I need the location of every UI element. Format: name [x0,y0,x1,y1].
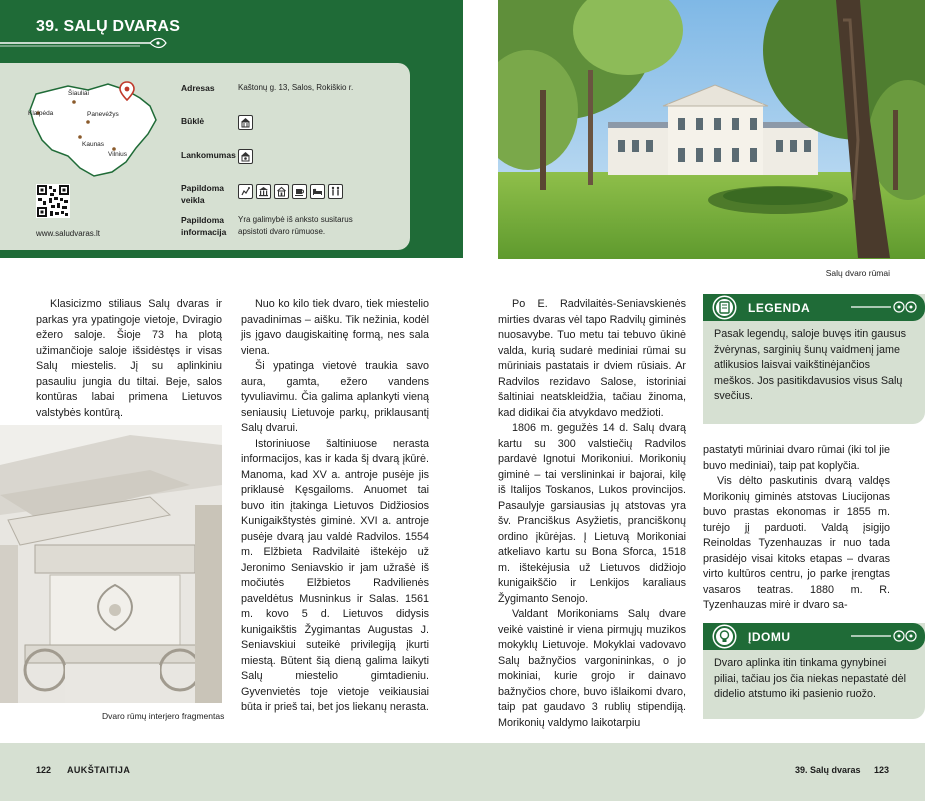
box-ornament-icon [851,300,919,314]
legend-box [703,294,925,424]
additional-info-value [238,214,353,238]
city-label: Panevėžys [87,111,119,118]
activity-label [181,182,224,206]
cafe-icon [292,184,307,199]
additional-info-label-line: Papildoma [181,215,224,225]
page-footer [0,743,925,801]
text-column-2 [241,297,429,716]
condition-label: Būklė [181,116,205,126]
hiking-icon [238,184,253,199]
additional-info-label [181,214,226,238]
city-label: Kaunas [82,141,105,148]
paragraph: 1806 m. gegužės 14 d. Salų dvarą kartu su 300 valstiečių Radvilos pardavė Ignotui Morikoniui. Morikonių giminė – tai verslininkai ir bajorai, kilę iš Italijos Toskanos, Lukos provincijos. Pasaulyje garsiausias jų atstovas yra šv. Pranciškus Asyžietis, pranciškonų ordino įkūrėjas. Į Lietuvą Morikoniai atkeliavo kartu su Bona Sforca, 1518 m. ištekėjusia už Lietuvos didžiojo kunigaikščio ir Lenkijos karaliaus Žygimanto Senojo. [498,422,686,605]
fact-box [703,623,925,719]
left-page-number: 122 [36,765,52,775]
paragraph: Nuo ko kilo tiek dvaro, tiek miestelio pavadinimas – aišku. Tik nežinia, kodėl jis įgavo daugiskaitinę formą, nes sala viena. [241,298,429,357]
manor-photo [498,0,925,259]
visits-icons [238,149,256,169]
paragraph: Vis dėlto paskutinis dvarą valdęs Morikonių giminės atstovas Liucijonas buvo prastas ekonomas ir 1855 m. turėjo jį parduoti. Valdą įsigijo Reinoldas Tyzenhauzas ir nuo tada prasidėjo visai kitoks etapas – dvaras virto kultūros centru, jo parke įrengtas vasaros teatras. 1880 m. R. Tyzenhauzas mirė ir dvaro sa- [703,475,890,611]
legend-box-text: Pasak legendų, saloje buvęs itin gausus žvėrynas, sarginių šunų vaidmenį jame atlikusios laisvai vaikštinėjančios meškos. Jos pasitikdavusios visus Salų svečius. [714,328,907,402]
chapter-title: 39. SALŲ DVARAS [36,18,181,35]
activity-label-line: Papildoma [181,183,224,193]
legend-box-header [703,294,925,321]
right-section-name: 39. Salų dvaras [795,765,861,775]
paragraph: Ši ypatinga vietovė traukia savo aura, gamta, ežero vandens tyvuliavimu. Čia galima aplankyti vieną seniausių Lietuvoje parkų, priklausantį Salų dvarui. [241,360,429,434]
interior-photo [0,425,222,703]
text-column-3 [498,297,686,731]
fact-box-title: ĮDOMU [748,630,791,644]
city-label: Klaipėda [28,110,54,117]
text-column-1 [36,297,222,421]
paragraph: Klasicizmo stiliaus Salų dvaras ir parkas yra ypatingoje vietoje, Dviragio ežero saloje. Šioje 73 ha plotą užimančioje saloje išsidėstęs ir visas Salų miestelis. Jį su aplinkiniu pasauliu jungia du tiltai. Beje, salos kontūras labai primena Lietuvos valstybės kontūrą. [36,298,222,419]
fact-box-text: Dvaro aplinka itin tinkama gynybinei piliai, tačiau jos čia niekas nepastatė dėl didelio atstumo iki pasienio ruožo. [714,657,907,700]
condition-icons [238,115,256,135]
additional-info-label-line: informacija [181,227,227,237]
paragraph: Istoriniuose šaltiniuose nerasta informacijos, kas ir kada šį dvarą įkūrė. Manoma, kad XV a. antroje pusėje jis priklausė Kęsgailoms. Anuomet tai buvo itin įtakinga Lietuvos Didžiosios Kunigaikštystės giminė. XVI a. antroje pusėje dvarą jau valdė Radvilos. 1554 m. Elžbieta Radvilaitė ištekėjo už Jeronimo Seniavskio ir jam užrašė iš močiutės Elžbietos Radvilienės paveldėtus Musninkus ir Salas. 1561 m. kovo 5 d. Lietuvos didysis kunigaikštis Žygimantas Augustas J. Seniavskiui suteikė privilegiją įkurti miestą. Būtent šią dieną galima laikyti Salų miestelio gimtadieniu. Gyvenvietės toje vietoje veikiausiai būta ir prieš tai, bet jos liekanų nerasta. [241,437,429,713]
paragraph: Po E. Radvilaitės-Seniavskienės mirties dvaras vėl tapo Radvilų giminės nuosavybe. Tuo metu tai tebuvo ūkinė valda, kurią sudarė mediniai rūmai su mūriniais pastatais ir dviem rūsiais. Ar Radvilos rezidavo Salose, istoriniai šaltiniai neatskleidžia, tačiau žinoma, kad didikai čia atvykdavo medžioti. [498,298,686,419]
additional-info-value-line: Yra galimybė iš anksto susitarus [238,215,353,224]
qr-code-icon[interactable] [36,184,70,218]
website-link[interactable]: www.saludvaras.lt [36,229,101,238]
paragraph: Valdant Morikoniams Salų dvare veikė vaistinė ir viena pirmųjų muzikos mokyklų Lietuvoje. Mokyklai vadovavo Salų bažnyčios vargonininkas, o jo mokiniai, kurie grojo ir dainavo bažnyčios chore, buvo išlaikomi dvaro, taip pat gaudavo 3 rublių stipendiją. Morikonių valdymo laikotarpiu [498,608,686,729]
manor-building-icon [238,115,253,130]
city-label: Vilnius [108,151,128,158]
fact-box-header [703,623,925,650]
activity-label-line: veikla [181,195,205,205]
lightbulb-icon [714,626,735,647]
photo-caption: Salų dvaro rūmai [825,268,890,278]
sport-icon [328,184,343,199]
additional-info-value-line: apsistoti dvaro rūmuose. [238,227,326,236]
paragraph: pastatyti mūriniai dvaro rūmai (iki tol jie buvo mediniai), taip pat koplyčia. [703,444,890,472]
legend-book-icon [714,297,735,318]
text-column-4 [703,443,890,614]
activity-icons [238,184,346,204]
museum-icon [256,184,271,199]
visits-label: Lankomumas [181,150,236,160]
left-section-name: AUKŠTAITIJA [67,765,131,775]
address-label: Adresas [181,83,215,93]
visitor-building-icon [238,149,253,164]
interior-caption: Dvaro rūmų interjero fragmentas [102,711,225,721]
city-label: Šiauliai [68,90,89,97]
bed-icon [310,184,325,199]
right-page-number: 123 [874,765,890,775]
legend-box-title: LEGENDA [748,301,811,315]
church-icon [274,184,289,199]
title-ornament-icon [0,36,170,50]
address-value: Kaštonų g. 13, Salos, Rokiškio r. [238,83,354,92]
box-ornament-icon [851,629,919,643]
